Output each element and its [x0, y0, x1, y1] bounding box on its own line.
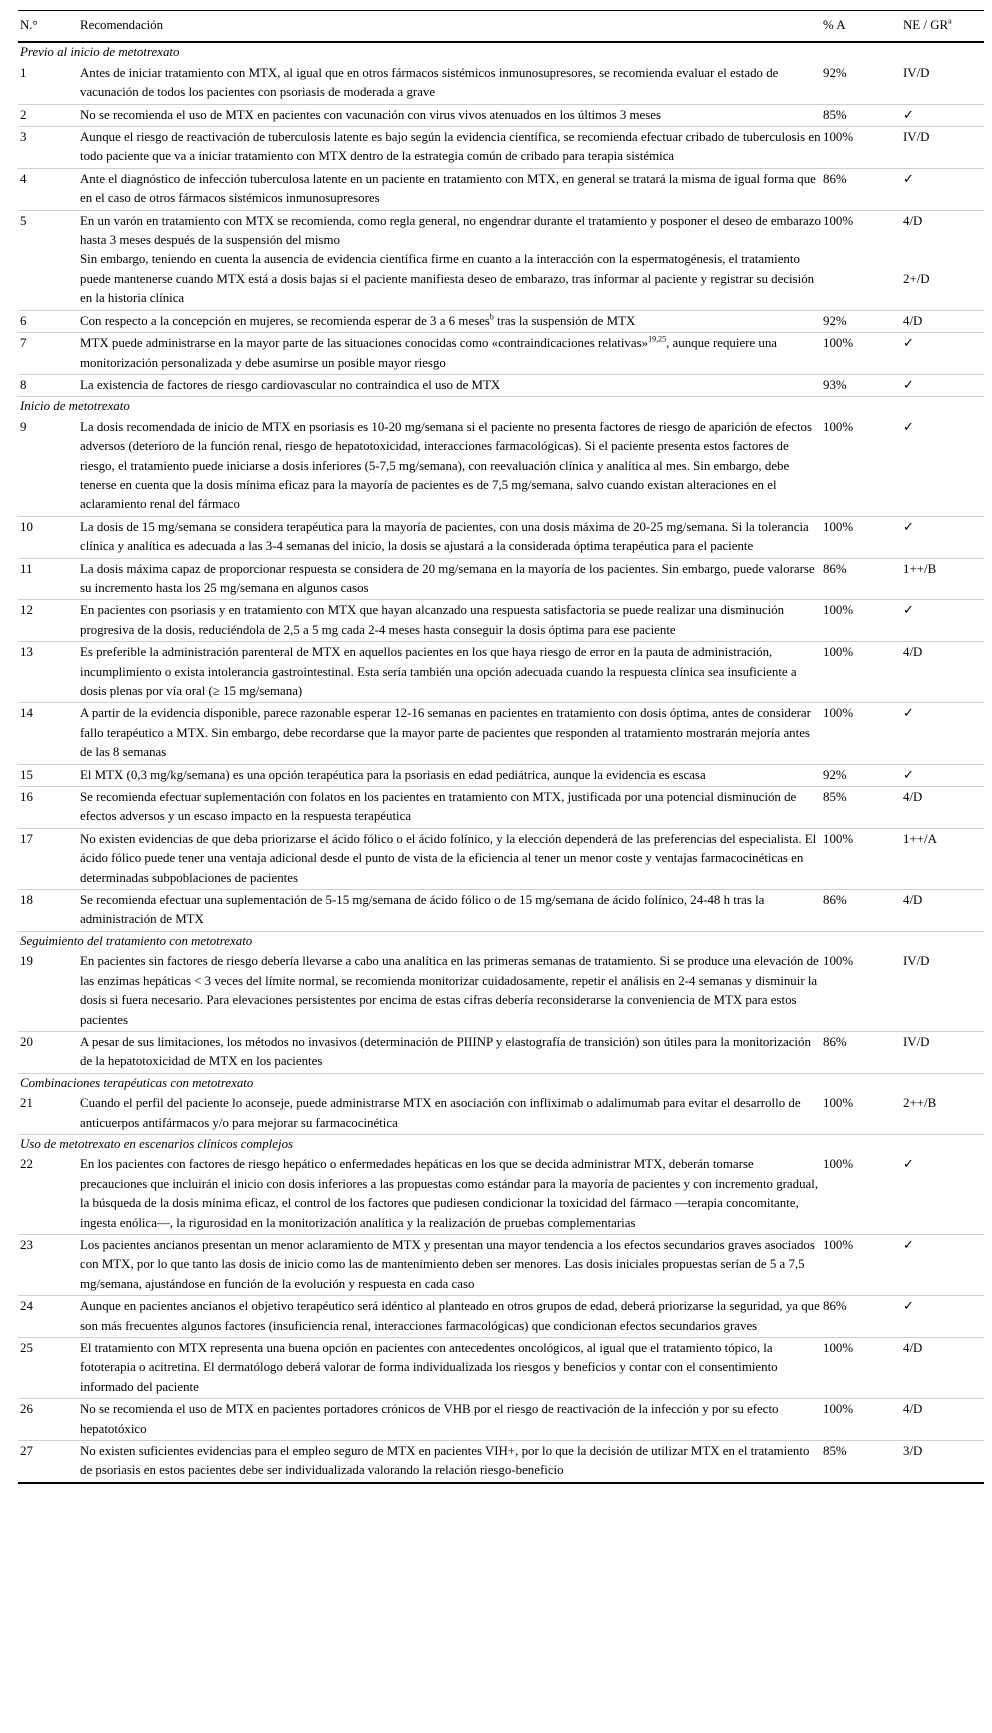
row-number: 10 [18, 516, 78, 558]
section-header-row [18, 1134, 984, 1154]
evidence-grade-value: 3/D [903, 1444, 923, 1459]
evidence-grade [901, 951, 984, 1031]
evidence-grade-value: ✓ [903, 519, 914, 534]
recommendation-text-continued: , aunque requiere una monitorización personalizada y debe asumirse un posible mayor riesgo [80, 336, 778, 370]
recommendation-text [78, 828, 821, 889]
table-row [18, 310, 984, 332]
recommendation-text [78, 210, 821, 310]
evidence-grade [901, 1399, 984, 1441]
recommendation-text-main: A partir de la evidencia disponible, parece razonable esperar 12-16 semanas en pacientes en tratamiento con dosis óptima, antes de considerar fallo terapéutico a MTX. Sin embargo, debe recordarse que la mayor parte de pacientes que responden al tratamiento mostrarán mejoría antes de las 8 semanas [80, 706, 811, 760]
recommendation-text [78, 310, 821, 332]
recommendation-text-main: El MTX (0,3 mg/kg/semana) es una opción terapéutica para la psoriasis en edad pediátrica, aunque la evidencia es escasa [80, 767, 706, 782]
agreement-percent: 100% [821, 703, 901, 764]
header-evidence-grade [901, 11, 984, 43]
header-recommendation: Recomendación [78, 11, 821, 43]
evidence-grade-value: 2++/B [903, 1096, 937, 1111]
table-row [18, 1338, 984, 1399]
evidence-grade [901, 104, 984, 126]
evidence-grade-value: 1++/A [903, 831, 937, 846]
evidence-grade [901, 1441, 984, 1483]
evidence-grade [901, 764, 984, 786]
recommendations-table [18, 10, 984, 1484]
evidence-grade-value: ✓ [903, 1237, 914, 1252]
agreement-percent: 92% [821, 764, 901, 786]
row-number: 8 [18, 374, 78, 396]
recommendation-text-secondary: Sin embargo, teniendo en cuenta la ausencia de evidencia científica firme en cuanto a la interacción con la espermatogénesis, el tratamiento puede mantenerse cuando MTX está a dosis bajas si el paciente manifiesta deseo de embarazo, tras informar al paciente y registrar su decisión en la historia clínica [80, 252, 815, 306]
row-number: 6 [18, 310, 78, 332]
agreement-percent: 92% [821, 310, 901, 332]
agreement-percent: 100% [821, 1338, 901, 1399]
agreement-percent: 100% [821, 1399, 901, 1441]
table-row [18, 63, 984, 104]
row-number: 25 [18, 1338, 78, 1399]
row-number: 23 [18, 1234, 78, 1295]
evidence-grade [901, 1093, 984, 1134]
evidence-grade [901, 310, 984, 332]
agreement-percent: 100% [821, 417, 901, 517]
evidence-grade-value: IV/D [903, 1034, 930, 1049]
agreement-percent: 86% [821, 1296, 901, 1338]
recommendation-text-main: El tratamiento con MTX representa una buena opción en pacientes con antecedentes oncológicos, al igual que el tratamiento tópico, la fototerapia o acitretina. El dermatólogo deberá valorar de forma individualizada los riesgos y beneficios y contar con el consentimiento informado del paciente [80, 1341, 778, 1394]
recommendation-text-main: Con respecto a la concepción en mujeres, se recomienda esperar de 3 a 6 meses [80, 313, 490, 328]
evidence-grade [901, 127, 984, 169]
recommendation-text [78, 1338, 821, 1399]
table-row [18, 104, 984, 126]
agreement-percent: 85% [821, 104, 901, 126]
evidence-grade-value: 4/D [903, 893, 923, 908]
recommendation-text [78, 374, 821, 396]
recommendation-text-main: La dosis de 15 mg/semana se considera terapéutica para la mayoría de pacientes, con una dosis máxima de 20-25 mg/semana. Si la tolerancia clínica y analítica es adecuada a las 3-4 semanas del inicio, la dosis se ajustará a la considerada óptima terapéutica para el paciente [80, 519, 809, 554]
section-title: Previo al inicio de metotrexato [20, 45, 180, 60]
recommendation-text-main: Es preferible la administración parenteral de MTX en aquellos pacientes en los que haya riesgo de error en la pauta de administración, incumplimiento o exista intolerancia gastrointestinal. Esta sería también una opción adecuada cuando la respuesta clínica sea insuficiente a dosis plenas por vía oral (≥ 15 mg/semana) [80, 645, 797, 698]
agreement-percent: 85% [821, 1441, 901, 1483]
recommendation-text [78, 703, 821, 764]
agreement-percent: 100% [821, 600, 901, 642]
recommendation-text [78, 1154, 821, 1234]
recommendation-text-main: En pacientes con psoriasis y en tratamiento con MTX que hayan alcanzado una respuesta satisfactoria se puede realizar una disminución progresiva de la dosis, reduciéndola de 2,5 a 5 mg cada 2-4 meses hasta conseguir la dosis óptima para ese paciente [80, 603, 785, 637]
evidence-grade-secondary: 2+/D [903, 271, 930, 286]
evidence-grade [901, 1296, 984, 1338]
evidence-grade-value: 4/D [903, 790, 923, 805]
evidence-grade [901, 1234, 984, 1295]
row-number: 7 [18, 333, 78, 375]
recommendation-text-main: No se recomienda el uso de MTX en pacientes portadores crónicos de VHB por el riesgo de reactivación de la infección y por su efecto hepatotóxico [80, 1402, 779, 1436]
table-row [18, 210, 984, 310]
recommendation-text-main: Cuando el perfil del paciente lo aconseje, puede administrarse MTX en asociación con infliximab o adalimumab para evitar el desarrollo de anticuerpos antifármacos y/o para mejorar su farmacocinética [80, 1096, 801, 1130]
table-row [18, 127, 984, 169]
row-number: 24 [18, 1296, 78, 1338]
recommendation-text [78, 1031, 821, 1073]
agreement-percent: 93% [821, 374, 901, 396]
row-number: 3 [18, 127, 78, 169]
table-row [18, 600, 984, 642]
evidence-grade [901, 890, 984, 932]
evidence-grade [901, 787, 984, 829]
row-number: 13 [18, 642, 78, 703]
recommendation-text-main: Se recomienda efectuar una suplementación de 5-15 mg/semana de ácido fólico o de 15 mg/semana de ácido folínico, 24-48 h tras la administración de MTX [80, 893, 765, 927]
agreement-percent: 86% [821, 558, 901, 600]
section-title: Seguimiento del tratamiento con metotrexato [20, 933, 253, 948]
evidence-grade [901, 168, 984, 210]
evidence-grade-value: ✓ [903, 171, 914, 186]
recommendation-text [78, 1093, 821, 1134]
table-row [18, 417, 984, 517]
row-number: 18 [18, 890, 78, 932]
reference-superscript: b [489, 312, 494, 322]
evidence-grade-value: IV/D [903, 954, 930, 969]
row-number: 1 [18, 63, 78, 104]
recommendation-text [78, 333, 821, 375]
table-row [18, 703, 984, 764]
recommendation-text [78, 642, 821, 703]
recommendation-text-main: En los pacientes con factores de riesgo hepático o enfermedades hepáticas en los que se decida administrar MTX, deberán tomarse precauciones que incluirán el inicio con dosis inferiores a las propuestas como estándar para la mayoría de pacientes y con incremento gradual, la búsqueda de la dosis mínima eficaz, el control de los factores que pudiesen condicionar la toxicidad del fármaco —terapia concomitante, ingesta enólica—, la rigurosidad en la monitorización analítica y la realización de pruebas complementarias [80, 1157, 819, 1230]
recommendation-text-main: En un varón en tratamiento con MTX se recomienda, como regla general, no engendrar durante el tratamiento y posponer el deseo de embarazo hasta 3 meses después de la suspensión del mismo [80, 213, 821, 248]
header-number: N.° [18, 11, 78, 43]
row-number: 14 [18, 703, 78, 764]
evidence-grade-value: 1++/B [903, 561, 937, 576]
table-body [18, 42, 984, 1482]
evidence-grade-value: ✓ [903, 706, 914, 721]
section-title: Inicio de metotrexato [20, 399, 130, 414]
evidence-grade-value: IV/D [903, 65, 930, 80]
recommendations-table-container [18, 10, 984, 1484]
agreement-percent: 100% [821, 516, 901, 558]
evidence-grade-value: ✓ [903, 1157, 914, 1172]
section-title: Uso de metotrexato en escenarios clínicos complejos [20, 1136, 294, 1151]
recommendation-text [78, 1234, 821, 1295]
recommendation-text-main: Los pacientes ancianos presentan un menor aclaramiento de MTX y presentan una mayor tendencia a los efectos secundarios graves asociados con MTX, por lo que tanto las dosis de inicio como las de mantenimiento deben ser menores. Las dosis iniciales propuestas serían de 5 a 7,5 mg/semana, ajustándose en función de la evolución y respuesta en cada caso [80, 1237, 815, 1291]
evidence-grade [901, 516, 984, 558]
table-row [18, 1399, 984, 1441]
header-evidence-grade-footnote: a [948, 16, 952, 26]
row-number: 9 [18, 417, 78, 517]
table-row [18, 890, 984, 932]
table-row [18, 333, 984, 375]
table-header-row [18, 11, 984, 43]
row-number: 19 [18, 951, 78, 1031]
table-row [18, 558, 984, 600]
recommendation-text [78, 787, 821, 829]
agreement-percent: 100% [821, 1154, 901, 1234]
recommendation-text-main: Aunque en pacientes ancianos el objetivo terapéutico será idéntico al planteado en otros grupos de edad, deberá priorizarse la seguridad, ya que son más frecuentes algunos factores (insuficiencia renal, interacciones farmacológicas) que condicionan efectos secundarios graves [80, 1299, 820, 1333]
section-header-row [18, 1073, 984, 1093]
agreement-percent: 100% [821, 951, 901, 1031]
recommendation-text [78, 168, 821, 210]
row-number: 26 [18, 1399, 78, 1441]
evidence-grade [901, 558, 984, 600]
table-row [18, 1296, 984, 1338]
evidence-grade [901, 1154, 984, 1234]
recommendation-text-main: No existen evidencias de que deba priorizarse el ácido fólico o el ácido folínico, y la elección dependerá de las preferencias del especialista. El ácido fólico puede tener una ventaja adicional desde el punto de vista de la eficiencia al tener un menor coste y ventajas farmacocinéticas en determinadas subpoblaciones de pacientes [80, 831, 817, 885]
table-row [18, 374, 984, 396]
evidence-grade [901, 1031, 984, 1073]
agreement-percent: 85% [821, 787, 901, 829]
header-evidence-grade-label: NE / GR [903, 18, 949, 32]
evidence-grade [901, 333, 984, 375]
evidence-grade-value: ✓ [903, 603, 914, 618]
table-row [18, 516, 984, 558]
recommendation-text-main: Ante el diagnóstico de infección tuberculosa latente en un paciente en tratamiento con MTX, en general se tratará la misma de igual forma que en el caso de otros fármacos sistémicos inmunosupresores [80, 171, 816, 206]
recommendation-text [78, 1399, 821, 1441]
agreement-percent: 92% [821, 63, 901, 104]
row-number: 17 [18, 828, 78, 889]
recommendation-text-main: Aunque el riesgo de reactivación de tuberculosis latente es bajo según la evidencia científica, se recomienda efectuar cribado de tuberculosis en todo paciente que va a iniciar tratamiento con MTX dentro de la estrategia común de cribado para terapia sistémica [80, 130, 821, 164]
row-number: 22 [18, 1154, 78, 1234]
recommendation-text-main: La existencia de factores de riesgo cardiovascular no contraindica el uso de MTX [80, 377, 501, 392]
evidence-grade-value: ✓ [903, 1299, 914, 1314]
evidence-grade [901, 63, 984, 104]
row-number: 15 [18, 764, 78, 786]
recommendation-text [78, 516, 821, 558]
recommendation-text [78, 600, 821, 642]
agreement-percent: 86% [821, 1031, 901, 1073]
evidence-grade [901, 642, 984, 703]
recommendation-text [78, 951, 821, 1031]
evidence-grade-value: IV/D [903, 130, 930, 145]
evidence-grade-value: 4/D [903, 1402, 923, 1417]
recommendation-text-main: No se recomienda el uso de MTX en pacientes con vacunación con virus vivos atenuados en los últimos 3 meses [80, 107, 662, 122]
recommendation-text [78, 127, 821, 169]
evidence-grade [901, 703, 984, 764]
agreement-percent: 100% [821, 642, 901, 703]
recommendation-text-main: Antes de iniciar tratamiento con MTX, al igual que en otros fármacos sistémicos inmunosupresores, se recomienda evaluar el estado de vacunación de todos los pacientes con psoriasis de moderada a grave [80, 65, 779, 100]
row-number: 21 [18, 1093, 78, 1134]
row-number: 2 [18, 104, 78, 126]
table-row [18, 951, 984, 1031]
recommendation-text-main: A pesar de sus limitaciones, los métodos no invasivos (determinación de PIIINP y elastografía de transición) son útiles para la monitorización de la hepatotoxicidad de MTX en los pacientes [80, 1034, 811, 1069]
header-agreement-percent: % A [821, 11, 901, 43]
row-number: 5 [18, 210, 78, 310]
section-header-row [18, 931, 984, 951]
row-number: 27 [18, 1441, 78, 1483]
evidence-grade [901, 828, 984, 889]
section-header-row [18, 42, 984, 62]
agreement-percent: 100% [821, 210, 901, 310]
row-number: 12 [18, 600, 78, 642]
recommendation-text [78, 890, 821, 932]
recommendation-text-main: Se recomienda efectuar suplementación con folatos en los pacientes en tratamiento con MTX, justificada por una potencial disminución de efectos adversos y un escaso impacto en la respuesta terapéutica [80, 790, 797, 824]
recommendation-text [78, 417, 821, 517]
agreement-percent: 100% [821, 333, 901, 375]
evidence-grade [901, 1338, 984, 1399]
evidence-grade-value: ✓ [903, 419, 914, 434]
evidence-grade [901, 210, 984, 310]
table-row [18, 787, 984, 829]
row-number: 20 [18, 1031, 78, 1073]
recommendation-text [78, 104, 821, 126]
table-row [18, 1154, 984, 1234]
section-header-row [18, 397, 984, 417]
evidence-grade [901, 417, 984, 517]
agreement-percent: 86% [821, 168, 901, 210]
recommendation-text [78, 764, 821, 786]
table-row [18, 764, 984, 786]
evidence-grade-value: ✓ [903, 767, 914, 782]
agreement-percent: 86% [821, 890, 901, 932]
evidence-grade-value: ✓ [903, 377, 914, 392]
section-title: Combinaciones terapéuticas con metotrexato [20, 1075, 254, 1090]
table-row [18, 828, 984, 889]
recommendation-text [78, 1296, 821, 1338]
reference-superscript: 19,25 [648, 334, 667, 344]
recommendation-text [78, 63, 821, 104]
evidence-grade-value: 4/D [903, 1341, 923, 1355]
recommendation-text-main: La dosis máxima capaz de proporcionar respuesta se considera de 20 mg/semana en la mayoría de los pacientes. Sin embargo, puede valorarse su incremento hasta los 25 mg/semana en algunos casos [80, 561, 815, 595]
recommendation-text-main: MTX puede administrarse en la mayor parte de las situaciones conocidas como «contraindicaciones relativas» [80, 336, 649, 351]
table-row [18, 1441, 984, 1483]
evidence-grade [901, 600, 984, 642]
agreement-percent: 100% [821, 127, 901, 169]
agreement-percent: 100% [821, 1093, 901, 1134]
recommendation-text [78, 558, 821, 600]
evidence-grade-value: ✓ [903, 336, 914, 351]
evidence-grade-value: ✓ [903, 107, 914, 122]
table-row [18, 168, 984, 210]
recommendation-text-main: En pacientes sin factores de riesgo debería llevarse a cabo una analítica en las primeras semanas de tratamiento. Si se produce una elevación de las enzimas hepáticas < 3 veces del límite normal, se recomienda monitorizar cuidadosamente, repetir el análisis en 2-4 semanas y disminuir la dosis si fuera necesario. Para elevaciones persistentes por encima de estas cifras debería reconsiderarse la conveniencia de MTX para estos pacientes [80, 954, 819, 1027]
evidence-grade-value: 4/D [903, 645, 923, 660]
recommendation-text-continued: tras la suspensión de MTX [493, 313, 636, 328]
evidence-grade-value: 4/D [903, 213, 923, 228]
recommendation-text [78, 1441, 821, 1483]
table-row [18, 1234, 984, 1295]
agreement-percent: 100% [821, 828, 901, 889]
row-number: 11 [18, 558, 78, 600]
row-number: 4 [18, 168, 78, 210]
recommendation-text-main: No existen suficientes evidencias para el empleo seguro de MTX en pacientes VIH+, por lo que la decisión de utilizar MTX en el tratamiento de psoriasis en estos pacientes debe ser individualizada valorando la relación riesgo-beneficio [80, 1444, 810, 1478]
table-row [18, 642, 984, 703]
evidence-grade [901, 374, 984, 396]
recommendation-text-main: La dosis recomendada de inicio de MTX en psoriasis es 10-20 mg/semana si el paciente no presenta factores de riesgo de aparición de efectos adversos (deterioro de la función renal, riesgo de hepatotoxicidad, interacciones farmacológicas). Si el paciente presenta estos factores de riesgo, el tratamiento puede iniciarse a dosis inferiores (5-7,5 mg/semana), con reevaluación clínica y analítica al mes. Sin embargo, debe tenerse en cuenta que la dosis mínima eficaz para la mayoría de pacientes es de 7,5 mg/semana, salvo cuando existan alteraciones en el aclaramiento renal del fármaco [80, 419, 812, 512]
table-row [18, 1093, 984, 1134]
row-number: 16 [18, 787, 78, 829]
agreement-percent: 100% [821, 1234, 901, 1295]
table-row [18, 1031, 984, 1073]
evidence-grade-value: 4/D [903, 313, 923, 328]
